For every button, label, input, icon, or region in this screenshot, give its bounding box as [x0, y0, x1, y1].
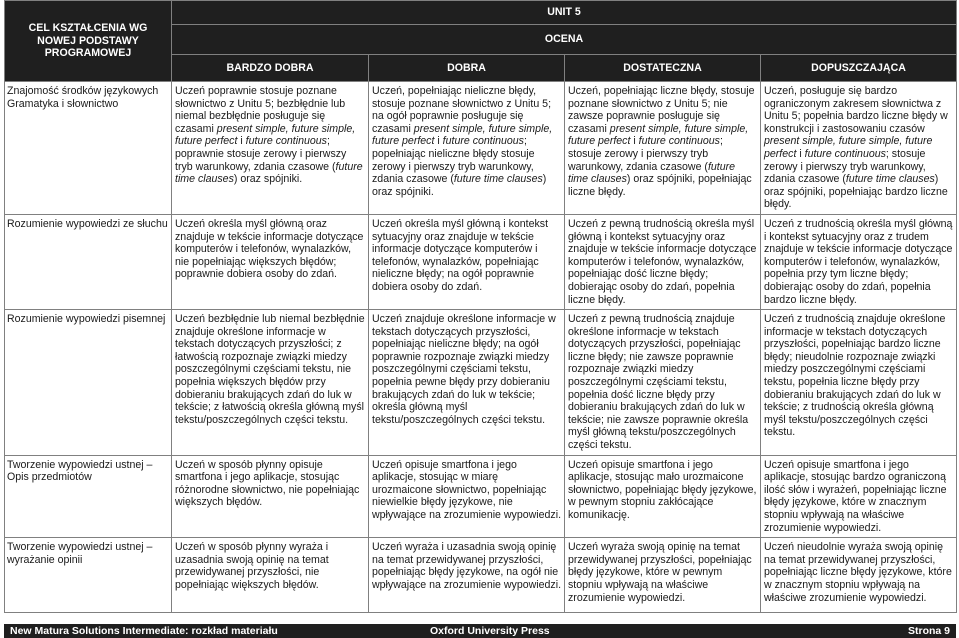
cell-text: Uczeń z trudnością określa myśl główną i kontekst sytuacyjny oraz z trudem znajduje w tekście informacje dotyczące komputerów i telefonów, wynalazków, popełnia przy tym liczne błędy; dobierając osoby do zdań, popełnia bardzo liczne błędy. — [764, 217, 953, 306]
unit-title: UNIT 5 — [172, 1, 957, 25]
footer-page-number: Strona 9 — [907, 625, 950, 637]
footer-publisher: Oxford University Press — [430, 625, 550, 637]
criteria-cell — [172, 82, 369, 215]
cell-text: Uczeń, popełniając nieliczne błędy, stosuje poznane słownictwo z Unitu 5; na ogół poprawnie posługuje się czasami — [372, 85, 552, 135]
tense-term: future time clauses — [453, 173, 543, 186]
criteria-cell — [761, 538, 957, 613]
tense-term: future continuous — [442, 135, 524, 148]
tense-term: present simple, future simple, future perfect — [372, 122, 553, 148]
cell-text: Uczeń opisuje smartfona i jego aplikacje, stosując bardzo ograniczoną ilość słów i wyrażeń, popełniając liczne błędy językowe, które w znacznym stopniu wpływają na właściwe zrozumienie wypowiedzi. — [764, 458, 947, 534]
level-header: DOPUSZCZAJĄCA — [761, 55, 957, 82]
criteria-cell — [761, 214, 957, 309]
tense-term: future time clauses — [175, 160, 363, 186]
criteria-rows — [5, 82, 957, 613]
cell-text: i — [630, 135, 639, 148]
criteria-row — [5, 82, 957, 215]
tense-term: present simple, future simple, future perfect — [764, 135, 933, 160]
tense-term: future continuous — [804, 147, 886, 160]
tense-term: future time clauses — [845, 173, 935, 186]
cell-text: ; poprawnie stosuje zerowy i pierwszy tryb warunkowy, zdania czasowe ( — [175, 135, 347, 173]
criteria-cell — [172, 310, 369, 456]
criteria-label: Tworzenie wypowiedzi ustnej – wyrażanie opinii — [5, 538, 172, 613]
criteria-cell — [369, 82, 565, 215]
cell-text: Uczeń w sposób płynny opisuje smartfona i jego aplikacje, stosując różnorodne słownictwo, nie popełniając większych błędów. — [175, 458, 360, 509]
cell-text: Uczeń opisuje smartfona i jego aplikacje, stosując w miarę urozmaicone słownictwo, popełniając niewielkie błędy językowe, nie wpływające na zrozumienie wypowiedzi. — [372, 458, 562, 521]
cell-text: Uczeń, posługuje się bardzo ograniczonym zakresem słownictwa z Unitu 5; popełnia bardzo liczne błędy w konstrukcji i zastosowaniu czasów — [764, 85, 948, 135]
criteria-cell — [172, 538, 369, 613]
criteria-cell — [565, 310, 761, 456]
footer-title: New Matura Solutions Intermediate: rozkład materiału — [10, 625, 278, 637]
criteria-cell — [565, 455, 761, 538]
cell-text: Uczeń poprawnie stosuje poznane słownictwo z Unitu 5; bezbłędnie lub niemal bezbłędnie posługuje się czasami — [175, 85, 346, 135]
cell-text: ; popełniając nieliczne błędy stosuje zerowy i pierwszy tryb warunkowy, zdania czasowe ( — [372, 135, 535, 186]
criteria-cell — [565, 538, 761, 613]
cel-header: CEL KSZTAŁCENIA WG NOWEJ PODSTAWY PROGRAMOWEJ — [5, 1, 172, 82]
cell-text: Uczeń z pewną trudnością określa myśl główną i kontekst sytuacyjny oraz znajduje w tekście informacje dotyczące komputerów i telefonów, wynalazków, popełniając dość liczne błędy; dobierając osoby do zdań, popełnia liczne błędy. — [568, 217, 757, 306]
criteria-label: Rozumienie wypowiedzi ze słuchu — [5, 214, 172, 309]
criteria-label: Tworzenie wypowiedzi ustnej – Opis przedmiotów — [5, 455, 172, 538]
cell-text: Uczeń bezbłędnie lub niemal bezbłędnie znajduje określone informacje w tekstach dotyczących przyszłości; z łatwością rozpoznaje związki miedzy poszczególnymi częściami tekstu, nie popełnia większych błędów przy dobieraniu brakujących zdań do luk w tekście; z łatwością określa główną myśl tekstu/poszczególnych części tekstu. — [175, 313, 365, 426]
cell-text: Uczeń opisuje smartfona i jego aplikacje, stosując mało urozmaicone słownictwo, popełniając błędy językowe, w pewnym stopniu zakłócające komunikację. — [568, 458, 757, 521]
criteria-row — [5, 455, 957, 538]
level-header: DOBRA — [369, 55, 565, 82]
cell-text: Uczeń znajduje określone informacje w tekstach dotyczących przyszłości, popełniając nieliczne błędy; na ogół poprawnie rozpoznaje związki miedzy poszczególnymi częściami tekstu, popełnia pewne błędy przy dobieraniu brakujących zdań do luk w tekście; określa główną myśl tekstu/poszczególnych części tekstu. — [372, 313, 556, 426]
criteria-row — [5, 214, 957, 309]
assessment-page — [4, 0, 956, 613]
tense-term: future continuous — [638, 135, 720, 148]
criteria-row — [5, 310, 957, 456]
cell-text: Uczeń w sposób płynny wyraża i uzasadnia swoją opinię na temat przewidywanej przyszłości, nie popełniając większych błędów. — [175, 541, 329, 591]
criteria-cell — [761, 310, 957, 456]
cell-text: Uczeń określa myśl główną i kontekst sytuacyjny oraz znajduje w tekście informacje dotyczące komputerów i telefonów, wynalazków, popełniając nieliczne błędy; na ogół poprawnie dobiera osoby do zdań. — [372, 217, 549, 293]
cell-text: ) oraz spójniki. — [372, 173, 547, 198]
cell-text: Uczeń z trudnością znajduje określone informacje w tekstach dotyczących przyszłości, popełniając bardzo liczne błędy; nieudolnie rozpoznaje związki miedzy poszczególnymi częściami tekstu, popełnia liczne błędy przy dobieraniu brakujących zdań do luk w tekście; z trudnością określa główną myśl tekstu/poszczególnych części tekstu. — [764, 313, 946, 439]
tense-term: future time clauses — [568, 160, 736, 186]
assessment-table — [4, 0, 957, 613]
cell-text: ; stosuje zerowy i pierwszy tryb warunkowy, zdania czasowe ( — [764, 147, 926, 186]
page-footer — [4, 624, 956, 638]
cell-text: Uczeń, popełniając liczne błędy, stosuje poznane słownictwo z Unitu 5; nie zawsze poprawnie posługuje się czasami — [568, 85, 755, 135]
criteria-cell — [369, 214, 565, 309]
criteria-row — [5, 538, 957, 613]
tense-term: future continuous — [245, 135, 327, 148]
tense-term: present simple, future simple, future perfect — [568, 122, 749, 148]
ocena-header: OCENA — [172, 25, 957, 55]
tense-term: present simple, future simple, future perfect — [175, 122, 356, 148]
criteria-cell — [761, 455, 957, 538]
cell-text: ) oraz spójniki, popełniając liczne błędy. — [568, 173, 752, 198]
criteria-cell — [565, 214, 761, 309]
cell-text: Uczeń wyraża i uzasadnia swoją opinię na temat przewidywanej przyszłości, popełniając błędy językowe, na ogół nie wpływające na zrozumienie wypowiedzi. — [372, 541, 562, 591]
criteria-cell — [172, 455, 369, 538]
criteria-cell — [369, 310, 565, 456]
cell-text: ) oraz spójniki, popełniając bardzo liczne błędy. — [764, 173, 948, 211]
criteria-cell — [761, 82, 957, 215]
criteria-cell — [565, 82, 761, 215]
cell-text: i — [796, 147, 805, 160]
cell-text: Uczeń określa myśl główną oraz znajduje w tekście informacje dotyczące komputerów i telefonów, wynalazków, nie popełniając większych błędów; poprawnie dobiera osoby do zdań. — [175, 217, 364, 281]
level-header: BARDZO DOBRA — [172, 55, 369, 82]
cell-text: Uczeń z pewną trudnością znajduje określone informacje w tekstach dotyczących przyszłości, popełniając liczne błędy; nie zawsze poprawnie rozpoznaje związki miedzy poszczególnymi częściami tekstu, popełnia dość liczne błędy przy dobieraniu brakujących zdań do luk w tekście; nie zawsze poprawnie określa myśl główną tekstu/poszczególnych części tekstu. — [568, 313, 749, 452]
criteria-cell — [369, 538, 565, 613]
cell-text: i — [434, 135, 443, 148]
criteria-label: Rozumienie wypowiedzi pisemnej — [5, 310, 172, 456]
level-header: DOSTATECZNA — [565, 55, 761, 82]
cell-text: ; stosuje zerowy i pierwszy tryb warunkowy, zdania czasowe ( — [568, 135, 723, 173]
cell-text: i — [237, 135, 246, 148]
cell-text: ) oraz spójniki. — [233, 173, 303, 186]
criteria-label: Znajomość środków językowych Gramatyka i słownictwo — [5, 82, 172, 215]
criteria-cell — [369, 455, 565, 538]
cell-text: Uczeń nieudolnie wyraża swoją opinię na temat przewidywanej przyszłości, popełniając liczne błędy językowe, które w znacznym stopniu wpływają na właściwe zrozumienie wypowiedzi. — [764, 541, 952, 604]
criteria-cell — [172, 214, 369, 309]
cell-text: Uczeń wyraża swoją opinię na temat przewidywanej przyszłości, popełniając błędy językowe, które w pewnym stopniu wpływają na właściwe zrozumienie wypowiedzi. — [568, 541, 752, 604]
